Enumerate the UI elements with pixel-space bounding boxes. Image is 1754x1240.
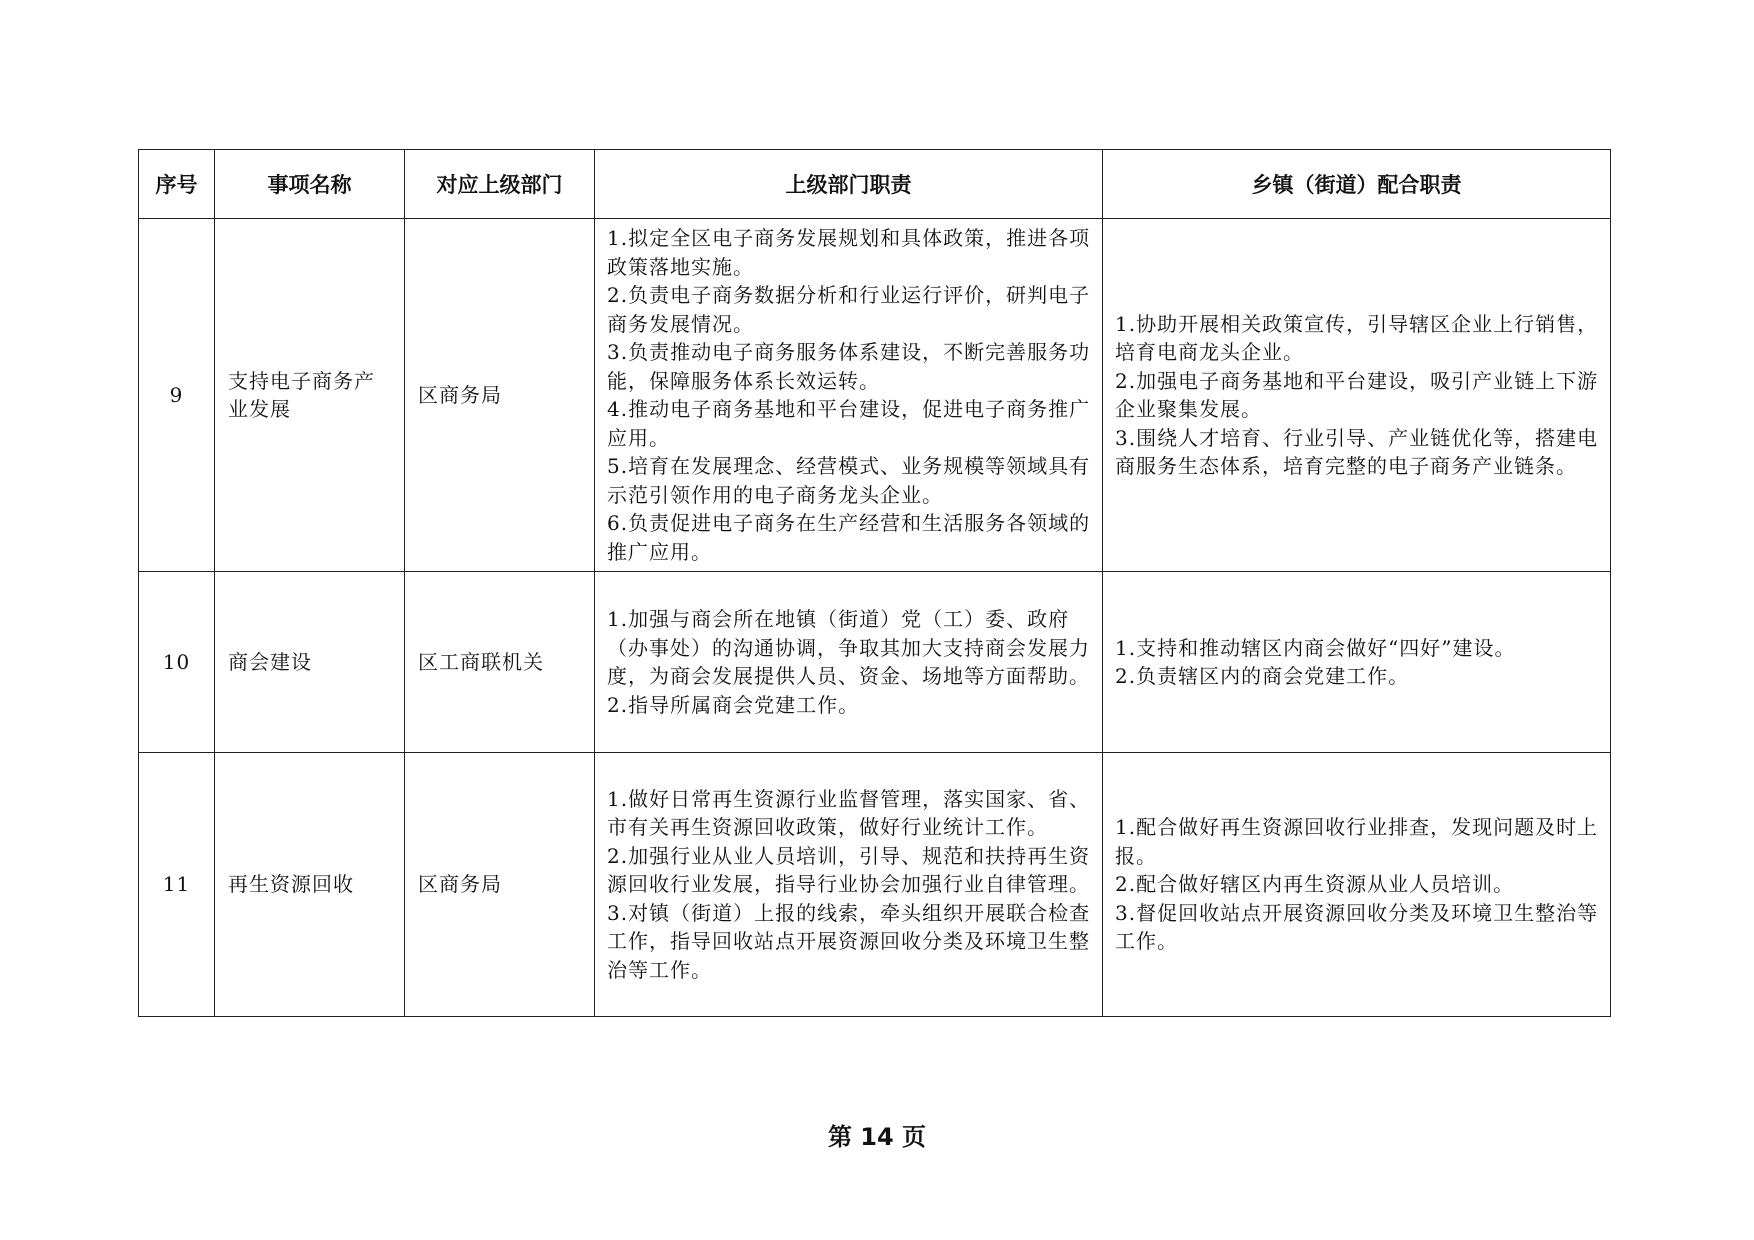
duty-item: 1.拟定全区电子商务发展规划和具体政策，推进各项政策落地实施。: [607, 226, 1091, 279]
town-duties: [1103, 219, 1611, 572]
duty-item: 1.加强与商会所在地镇（街道）党（工）委、政府（办事处）的沟通协调，争取其加大支持商会发展力度，为商会发展提供人员、资金、场地等方面帮助。: [607, 607, 1090, 688]
duty-item: 2.指导所属商会党建工作。: [607, 692, 860, 717]
duty-item: 3.围绕人才培育、行业引导、产业链优化等，搭建电商服务生态体系，培育完整的电子商务产业链条。: [1115, 425, 1599, 478]
duty-item: 5.培育在发展理念、经营模式、业务规模等领域具有示范引领作用的电子商务龙头企业。: [607, 454, 1091, 507]
row-number: 11: [139, 753, 215, 1017]
superior-department: 区商务局: [405, 753, 595, 1017]
page-number: 第 14 页: [827, 1123, 927, 1151]
duty-item: 3.负责推动电子商务服务体系建设，不断完善服务功能，保障服务体系长效运转。: [607, 340, 1091, 393]
duty-item: 2.配合做好辖区内再生资源从业人员培训。: [1115, 872, 1515, 897]
item-name: 支持电子商务产业发展: [215, 219, 405, 572]
superior-duties: [595, 219, 1103, 572]
responsibility-table: [138, 149, 1611, 1017]
superior-department: 区商务局: [405, 219, 595, 572]
town-duties: [1103, 753, 1611, 1017]
duty-item: 1.支持和推动辖区内商会做好“四好”建设。: [1115, 635, 1516, 660]
duty-item: 2.加强电子商务基地和平台建设，吸引产业链上下游企业聚集发展。: [1115, 368, 1599, 421]
town-duties: [1103, 572, 1611, 753]
duty-item: 1.做好日常再生资源行业监督管理，落实国家、省、市有关再生资源回收政策，做好行业统计工作。: [607, 786, 1091, 840]
superior-duties: [595, 572, 1103, 753]
duty-item: 2.负责电子商务数据分析和行业运行评价，研判电子商务发展情况。: [607, 283, 1091, 336]
table-header-row: [139, 150, 1611, 219]
superior-duties: [595, 753, 1103, 1017]
header-town-duties: 乡镇（街道）配合职责: [1103, 150, 1611, 219]
row-number: 9: [139, 219, 215, 572]
header-superior-duties: 上级部门职责: [595, 150, 1103, 219]
item-name: 商会建设: [215, 572, 405, 753]
duty-item: 2.负责辖区内的商会党建工作。: [1115, 664, 1410, 688]
duty-item: 3.督促回收站点开展资源回收分类及环境卫生整治等工作。: [1115, 900, 1599, 954]
duty-item: 1.配合做好再生资源回收行业排查，发现问题及时上报。: [1115, 815, 1599, 868]
duty-item: 2.加强行业从业人员培训，引导、规范和扶持再生资源回收行业发展，指导行业协会加强行业自律管理。: [607, 843, 1091, 897]
table-row: [139, 219, 1611, 572]
header-superior-department: 对应上级部门: [405, 150, 595, 219]
duty-item: 1.协助开展相关政策宣传，引导辖区企业上行销售，培育电商龙头企业。: [1115, 311, 1599, 364]
item-name: 再生资源回收: [215, 753, 405, 1017]
duty-item: 4.推动电子商务基地和平台建设，促进电子商务推广应用。: [607, 397, 1091, 450]
superior-department: 区工商联机关: [405, 572, 595, 753]
duty-item: 6.负责促进电子商务在生产经营和生活服务各领域的推广应用。: [607, 511, 1091, 564]
table-row: [139, 572, 1611, 753]
table-row: [139, 753, 1611, 1017]
header-serial-number: 序号: [139, 150, 215, 219]
header-item-name: 事项名称: [215, 150, 405, 219]
duty-item: 3.对镇（街道）上报的线索，牵头组织开展联合检查工作，指导回收站点开展资源回收分类及环境卫生整治等工作。: [607, 900, 1091, 982]
row-number: 10: [139, 572, 215, 753]
